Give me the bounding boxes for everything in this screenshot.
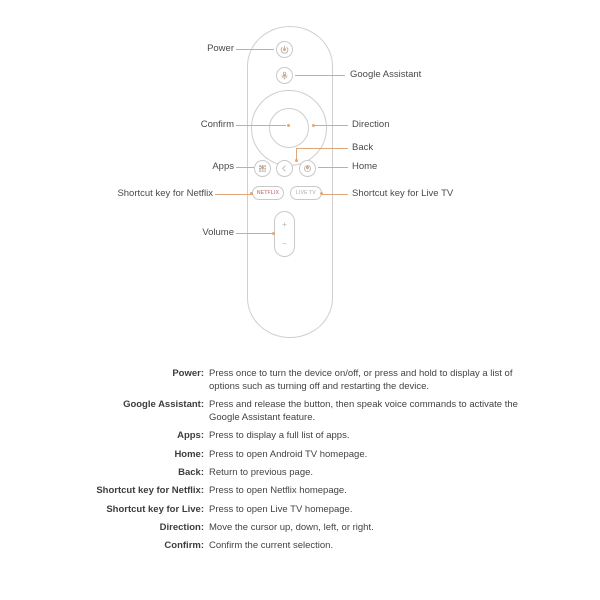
anchor-dot-apps [261, 166, 264, 169]
description-term: Direction: [159, 521, 204, 533]
description-text: Press to open Live TV homepage. [209, 503, 353, 515]
livetv-button-label: LIVE TV [296, 190, 316, 196]
description-term: Google Assistant: [123, 399, 204, 411]
confirm-button[interactable] [269, 108, 309, 148]
leader-line-home [318, 167, 348, 168]
callout-label-home: Home [352, 161, 378, 172]
description-text: Confirm the current selection. [209, 540, 334, 552]
description-text: Press and release the button, then speak voice commands to activate the Google Assistant feature. [209, 399, 518, 423]
callout-label-apps: Apps [212, 161, 234, 172]
leader-line-assistant [295, 75, 345, 76]
leader-line-netflix [215, 194, 253, 195]
callout-label-back: Back [352, 142, 374, 153]
leader-line-confirm [236, 125, 286, 126]
description-term: Apps: [177, 430, 204, 442]
description-text: Press to open Android TV homepage. [209, 448, 368, 460]
callout-label-assistant: Google Assistant [350, 69, 422, 80]
callout-label-direction: Direction [352, 119, 390, 130]
callout-label-netflix: Shortcut key for Netflix [117, 188, 213, 199]
description-row [66, 430, 536, 443]
description-row [66, 540, 536, 553]
description-row [66, 449, 536, 462]
description-row [66, 522, 536, 535]
description-text: Return to previous page. [209, 466, 314, 478]
back-button[interactable] [276, 160, 293, 177]
volume-up-glyph[interactable]: + [282, 219, 287, 229]
volume-rocker[interactable] [274, 211, 295, 257]
description-row [66, 504, 536, 517]
back-arrow-icon [280, 164, 289, 173]
description-term: Back: [178, 466, 204, 478]
description-term: Home: [174, 448, 204, 460]
leader-line-apps [236, 167, 254, 168]
netflix-button-label: NETFLIX [256, 190, 280, 196]
netflix-shortcut-button[interactable] [252, 186, 284, 200]
description-term: Confirm: [164, 540, 204, 552]
leader-line-power [236, 49, 274, 50]
description-term: Shortcut key for Netflix: [96, 485, 204, 497]
anchor-dot-home [306, 166, 309, 169]
leader-line-back [296, 148, 348, 149]
volume-down-glyph[interactable]: − [282, 238, 287, 248]
description-term: Shortcut key for Live: [106, 503, 204, 515]
description-row [66, 399, 536, 425]
leader-line-direction [314, 125, 348, 126]
description-term: Power: [172, 368, 204, 379]
button-description-list [66, 368, 536, 558]
description-text: Move the cursor up, down, left, or right. [209, 521, 374, 533]
description-text: Press to open Netflix homepage. [209, 485, 347, 497]
description-row [66, 467, 536, 480]
description-row [66, 368, 536, 394]
description-text: Press once to turn the device on/off, or press and hold to display a list of options such as turning off and restarting the device. [209, 368, 513, 392]
callout-label-confirm: Confirm [200, 119, 234, 130]
description-text: Press to display a full list of apps. [209, 430, 350, 442]
callout-label-volume: Volume [202, 227, 234, 238]
callout-label-power: Power [207, 43, 234, 54]
leader-line-livetv [322, 194, 348, 195]
livetv-shortcut-button[interactable] [290, 186, 322, 200]
callout-label-livetv: Shortcut key for Live TV [352, 188, 454, 199]
description-row [66, 485, 536, 498]
leader-line-volume [236, 233, 274, 234]
